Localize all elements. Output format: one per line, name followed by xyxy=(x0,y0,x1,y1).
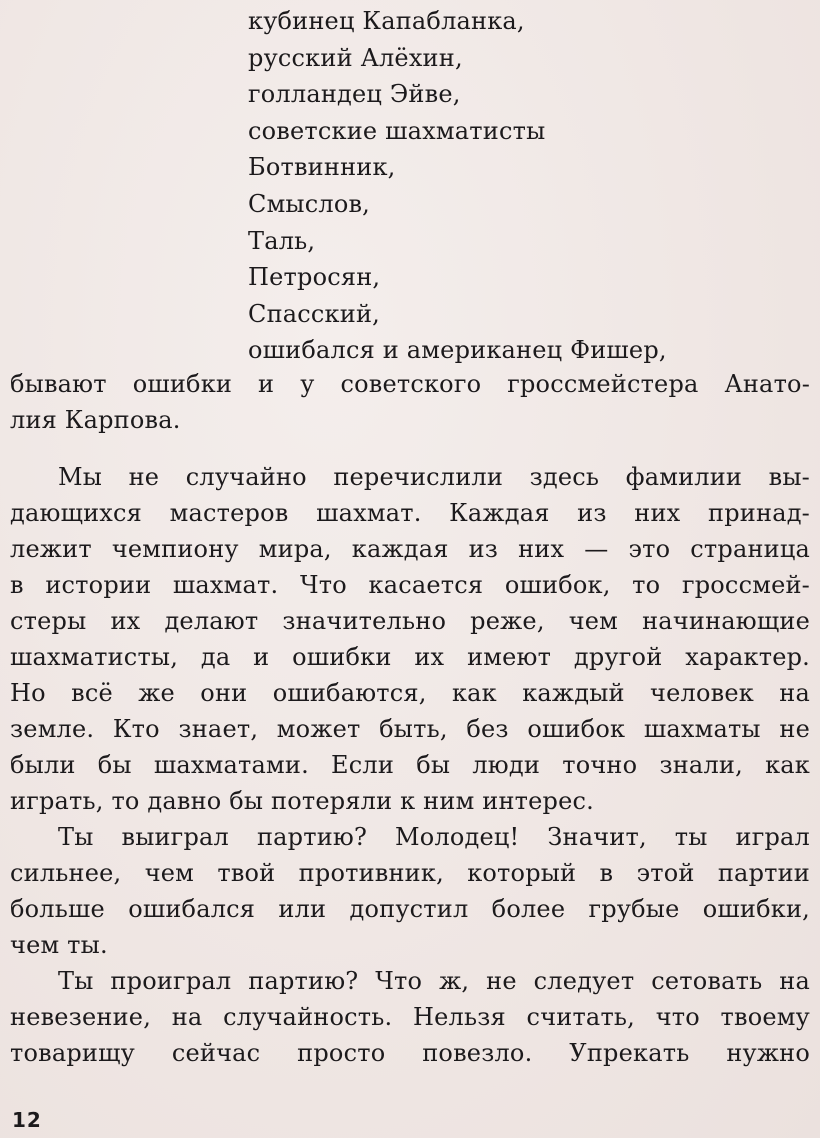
list-line: Спасский, xyxy=(248,299,380,328)
text-line: Ты выиграл партию? Молодец! Значит, ты играл xyxy=(58,823,810,851)
list-line: ошибался и американец Фишер, xyxy=(248,336,667,365)
text-line: играть, то давно бы потеряли к ним интерес. xyxy=(10,787,594,815)
text-line: Но всё же они ошибаются, как каждый человек на xyxy=(10,679,810,707)
text-line: больше ошибался или допустил более грубые ошибки, xyxy=(10,895,810,923)
champions-list xyxy=(248,3,667,369)
text-line: сильнее, чем твой противник, который в этой партии xyxy=(10,859,810,887)
text-line: лежит чемпиону мира, каждая из них — это страница xyxy=(10,535,810,563)
text-line: лия Карпова. xyxy=(10,406,181,434)
list-line: русский Алёхин, xyxy=(248,43,463,72)
text-line: Ты проиграл партию? Что ж, не следует сетовать на xyxy=(58,967,810,995)
text-line: невезение, на случайность. Нельзя считать, что твоему xyxy=(10,1003,810,1031)
book-page xyxy=(10,0,810,1138)
list-line: Ботвинник, xyxy=(248,153,396,182)
list-line: Смыслов, xyxy=(248,189,371,218)
text-line: Мы не случайно перечислили здесь фамилии вы- xyxy=(58,463,810,491)
text-line: дающихся мастеров шахмат. Каждая из них принад- xyxy=(10,499,810,527)
list-line: советские шахматисты xyxy=(248,116,546,145)
text-line: стеры их делают значительно реже, чем начинающие xyxy=(10,607,810,635)
list-line: голландец Эйве, xyxy=(248,80,461,109)
text-line: были бы шахматами. Если бы люди точно знали, как xyxy=(10,751,810,779)
text-line: в истории шахмат. Что касается ошибок, то гроссмей- xyxy=(10,571,810,599)
list-line: кубинец Капабланка, xyxy=(248,7,525,35)
text-line: шахматисты, да и ошибки их имеют другой характер. xyxy=(10,643,810,671)
list-line: Таль, xyxy=(248,226,316,255)
list-line: Петросян, xyxy=(248,263,381,292)
text-line: бывают ошибки и у советского гроссмейстера Анато- xyxy=(10,370,810,398)
text-line: земле. Кто знает, может быть, без ошибок шахматы не xyxy=(10,715,810,743)
text-line: чем ты. xyxy=(10,931,108,959)
text-line: товарищу сейчас просто повезло. Упрекать нужно xyxy=(10,1039,810,1067)
page-number: 12 xyxy=(12,1108,42,1132)
